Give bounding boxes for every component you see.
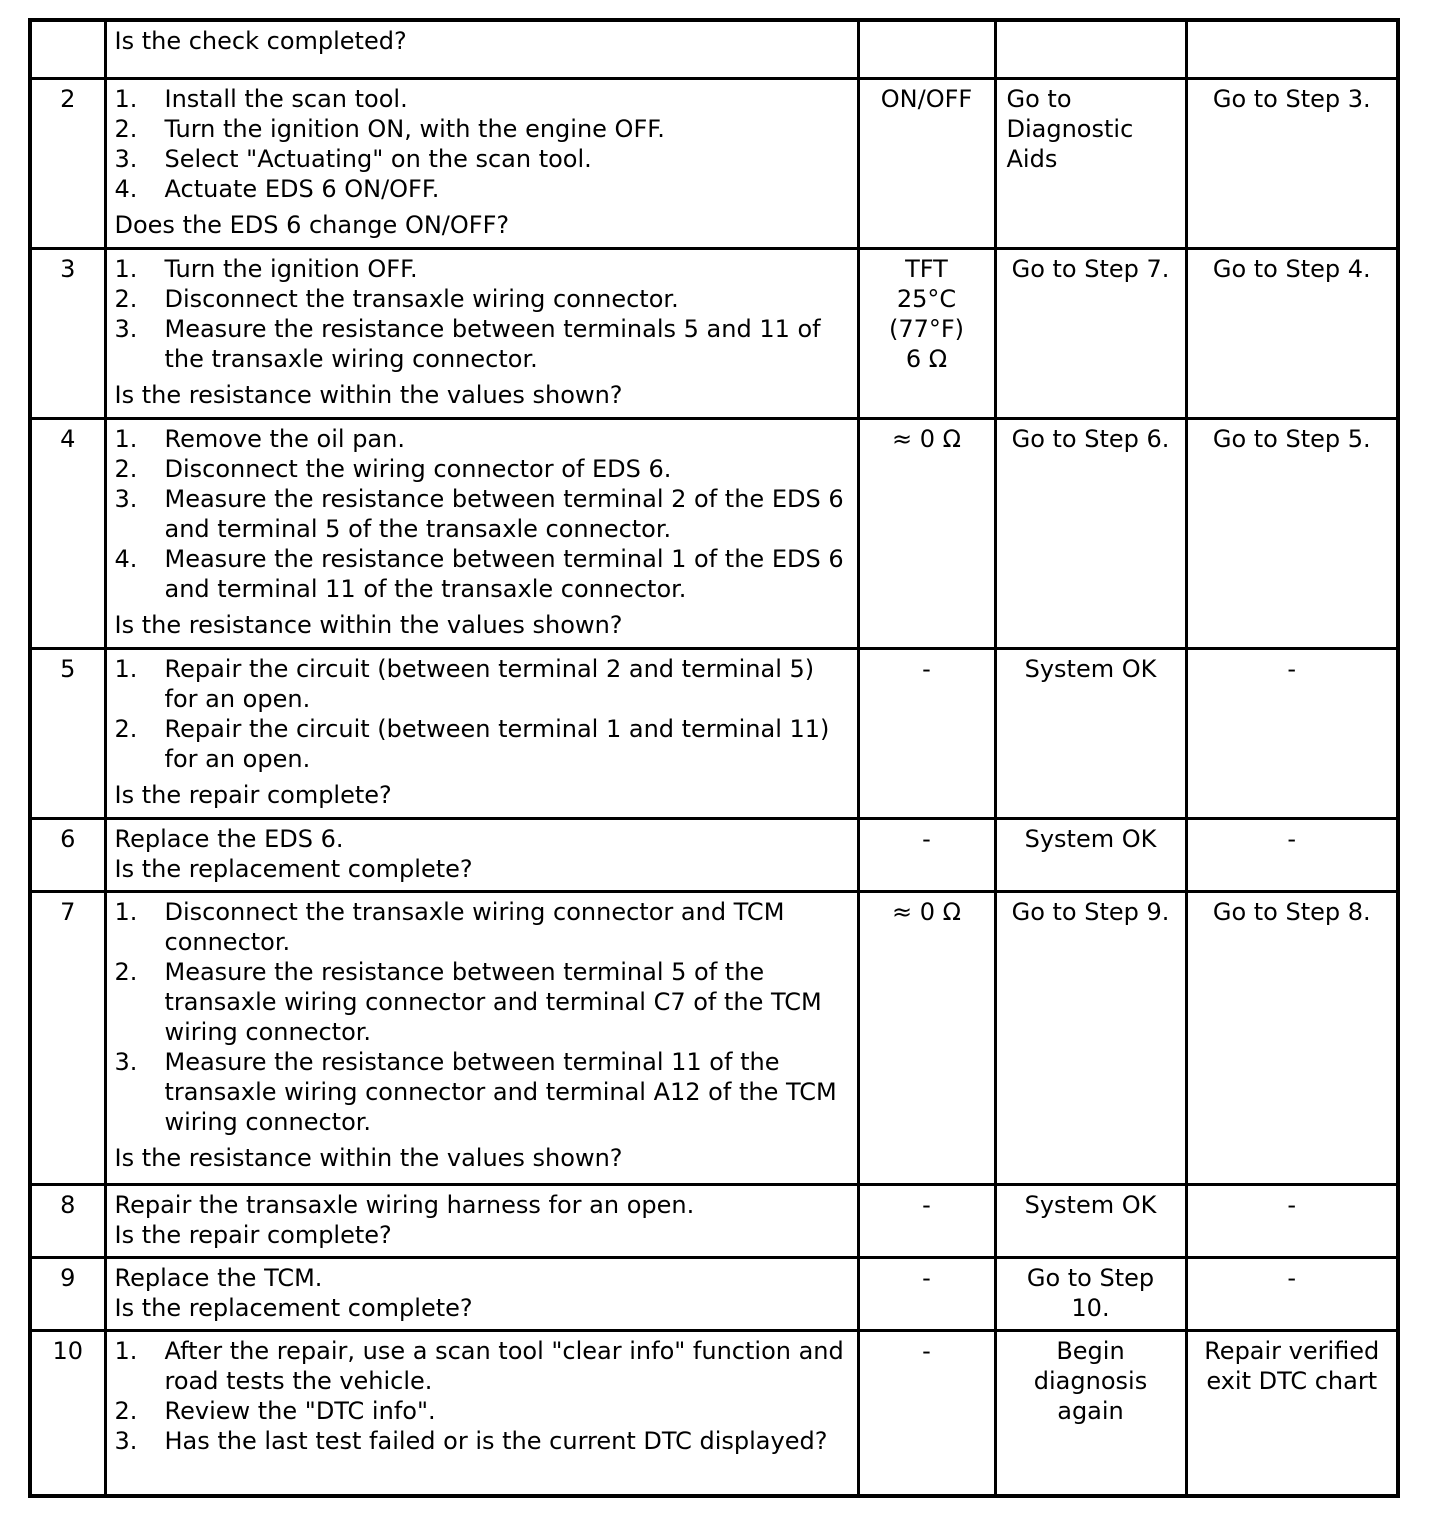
yes-action-cell: Go to Step 7. [995, 248, 1186, 418]
table-row [32, 418, 1396, 648]
action-step-item [115, 174, 849, 204]
action-step-number: 4. [114, 174, 138, 203]
table-row [32, 22, 1396, 78]
action-steps-list [115, 1336, 849, 1456]
action-steps-list [115, 424, 849, 604]
table-row [32, 891, 1396, 1184]
table-row [32, 248, 1396, 418]
action-step-item [115, 454, 849, 484]
action-step-text: Review the "DTC info". [164, 1396, 436, 1425]
no-action-cell [1186, 22, 1396, 78]
check-question: Does the EDS 6 change ON/OFF? [114, 210, 510, 239]
action-step-number: 1. [114, 84, 138, 113]
action-step-number: 3. [114, 1426, 138, 1455]
action-step-item [115, 1336, 849, 1396]
diagnostic-table [32, 22, 1396, 1494]
action-step-number: 3. [114, 484, 138, 513]
action-step-item [115, 1426, 849, 1456]
action-step-number: 2. [114, 714, 138, 743]
yes-action-cell: Go to Step 10. [995, 1257, 1186, 1330]
action-text: Is the replacement complete? [114, 1293, 473, 1322]
action-step-item [115, 714, 849, 774]
value-cell: - [858, 1257, 995, 1330]
value-cell: ON/OFF [858, 78, 995, 248]
yes-action-cell: System OK [995, 818, 1186, 891]
action-step-item [115, 114, 849, 144]
action-step-number: 1. [114, 424, 138, 453]
action-step-item [115, 1047, 849, 1137]
action-step-text: Measure the resistance between terminal 1 of the EDS 6 and terminal 11 of the transaxle connector. [164, 544, 844, 603]
action-step-number: 3. [114, 1047, 138, 1076]
action-step-text: Remove the oil pan. [164, 424, 405, 453]
action-step-text: Repair the circuit (between terminal 2 and terminal 5) for an open. [164, 654, 815, 713]
action-step-item [115, 897, 849, 957]
table-row [32, 1184, 1396, 1257]
action-step-number: 2. [114, 454, 138, 483]
action-text: Is the repair complete? [114, 1220, 392, 1249]
action-step-text: Turn the ignition ON, with the engine OFF. [164, 114, 665, 143]
action-cell [105, 818, 858, 891]
step-number: 6 [32, 818, 105, 891]
value-cell: ≈ 0 Ω [858, 891, 995, 1184]
no-action-cell: Go to Step 5. [1186, 418, 1396, 648]
value-cell: TFT 25°C (77°F) 6 Ω [858, 248, 995, 418]
diagnostic-table-frame [28, 18, 1400, 1498]
action-text: Is the replacement complete? [114, 854, 473, 883]
action-step-text: Measure the resistance between terminal 5 of the transaxle wiring connector and terminal C7 of the TCM wiring connector. [164, 957, 822, 1046]
yes-action-cell: Go to Step 6. [995, 418, 1186, 648]
action-step-item [115, 957, 849, 1047]
step-number: 3 [32, 248, 105, 418]
action-step-item [115, 1396, 849, 1426]
action-step-number: 2. [114, 957, 138, 986]
yes-action-cell: Go to Step 9. [995, 891, 1186, 1184]
action-step-item [115, 144, 849, 174]
action-step-item [115, 654, 849, 714]
yes-action-cell: Begin diagnosis again [995, 1330, 1186, 1494]
step-number: 2 [32, 78, 105, 248]
action-step-text: Turn the ignition OFF. [164, 254, 418, 283]
step-number: 5 [32, 648, 105, 818]
table-row [32, 818, 1396, 891]
action-text: Replace the TCM. [114, 1263, 323, 1292]
check-question: Is the resistance within the values shown? [114, 380, 623, 409]
action-cell [105, 891, 858, 1184]
value-cell: - [858, 1330, 995, 1494]
action-text: Is the check completed? [114, 27, 407, 55]
action-step-text: Repair the circuit (between terminal 1 and terminal 11) for an open. [164, 714, 830, 773]
step-number: 9 [32, 1257, 105, 1330]
table-row [32, 1257, 1396, 1330]
yes-action-cell: Go to Diagnostic Aids [995, 78, 1186, 248]
action-step-number: 3. [114, 144, 138, 173]
action-step-number: 1. [114, 254, 138, 283]
action-cell [105, 648, 858, 818]
action-step-number: 3. [114, 314, 138, 343]
step-number [32, 22, 105, 78]
action-step-text: Disconnect the transaxle wiring connector and TCM connector. [164, 897, 785, 956]
yes-action-cell: System OK [995, 648, 1186, 818]
yes-action-cell: System OK [995, 1184, 1186, 1257]
check-question: Is the repair complete? [114, 780, 392, 809]
table-row [32, 78, 1396, 248]
action-step-item [115, 84, 849, 114]
action-text: Replace the EDS 6. [114, 824, 344, 853]
action-step-number: 1. [114, 654, 138, 683]
action-step-item [115, 254, 849, 284]
action-step-number: 4. [114, 544, 138, 573]
action-cell [105, 1257, 858, 1330]
no-action-cell: - [1186, 818, 1396, 891]
action-cell [105, 418, 858, 648]
table-row [32, 1330, 1396, 1494]
table-row [32, 648, 1396, 818]
no-action-cell: - [1186, 1257, 1396, 1330]
no-action-cell: Go to Step 3. [1186, 78, 1396, 248]
action-step-number: 2. [114, 1396, 138, 1425]
action-steps-list [115, 654, 849, 774]
no-action-cell: Go to Step 8. [1186, 891, 1396, 1184]
action-cell [105, 22, 858, 78]
action-cell [105, 1184, 858, 1257]
action-step-text: After the repair, use a scan tool "clear info" function and road tests the vehicle. [164, 1336, 844, 1395]
step-number: 8 [32, 1184, 105, 1257]
check-question: Is the resistance within the values shown? [114, 610, 623, 639]
action-step-text: Measure the resistance between terminal 2 of the EDS 6 and terminal 5 of the transaxle connector. [164, 484, 844, 543]
action-step-text: Select "Actuating" on the scan tool. [164, 144, 592, 173]
action-steps-list [115, 897, 849, 1137]
action-step-number: 2. [114, 284, 138, 313]
action-text: Repair the transaxle wiring harness for an open. [114, 1190, 695, 1219]
value-cell: ≈ 0 Ω [858, 418, 995, 648]
value-cell: - [858, 818, 995, 891]
action-step-text: Measure the resistance between terminals 5 and 11 of the transaxle wiring connector. [164, 314, 821, 373]
no-action-cell: Repair verified exit DTC chart [1186, 1330, 1396, 1494]
action-step-item [115, 424, 849, 454]
action-step-text: Disconnect the wiring connector of EDS 6. [164, 454, 672, 483]
value-cell [858, 22, 995, 78]
action-cell [105, 248, 858, 418]
action-step-number: 1. [114, 897, 138, 926]
action-step-item [115, 544, 849, 604]
step-number: 4 [32, 418, 105, 648]
action-step-text: Actuate EDS 6 ON/OFF. [164, 174, 440, 203]
action-step-text: Has the last test failed or is the current DTC displayed? [164, 1426, 828, 1455]
action-step-item [115, 484, 849, 544]
no-action-cell: Go to Step 4. [1186, 248, 1396, 418]
action-step-text: Measure the resistance between terminal 11 of the transaxle wiring connector and terminal A12 of the TCM wiring connector. [164, 1047, 837, 1136]
action-step-item [115, 314, 849, 374]
value-cell: - [858, 1184, 995, 1257]
action-step-item [115, 284, 849, 314]
step-number: 7 [32, 891, 105, 1184]
no-action-cell: - [1186, 1184, 1396, 1257]
step-number: 10 [32, 1330, 105, 1494]
action-step-text: Install the scan tool. [164, 84, 408, 113]
action-step-number: 2. [114, 114, 138, 143]
action-steps-list [115, 254, 849, 374]
value-cell: - [858, 648, 995, 818]
action-cell [105, 78, 858, 248]
no-action-cell: - [1186, 648, 1396, 818]
action-steps-list [115, 84, 849, 204]
action-cell [105, 1330, 858, 1494]
action-step-number: 1. [114, 1336, 138, 1365]
yes-action-cell [995, 22, 1186, 78]
action-step-text: Disconnect the transaxle wiring connector. [164, 284, 679, 313]
check-question: Is the resistance within the values shown? [114, 1143, 623, 1172]
